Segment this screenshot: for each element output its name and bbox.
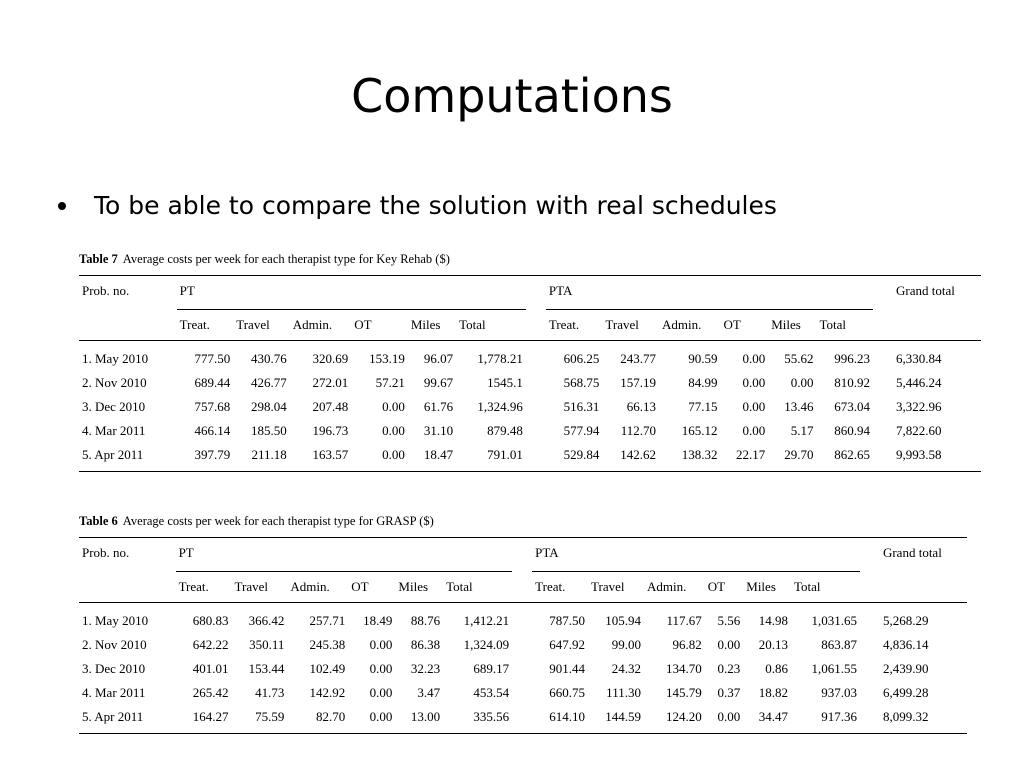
cell-pta-value: 516.31 (563, 399, 600, 414)
header-group-pta: PTA (532, 538, 860, 572)
cell-prob-no: 4. Mar 2011 (82, 685, 146, 700)
cell-pt-value: 0.00 (369, 661, 393, 676)
table-6-caption-label: Table 6 (79, 514, 118, 528)
cell-prob-no: 1. May 2010 (82, 351, 149, 366)
cell-grand-total: 3,322.96 (896, 399, 942, 414)
cell-grand-total: 6,330.84 (896, 351, 942, 366)
slide-title: Computations (351, 69, 673, 123)
cell-grand-total: 9,993.58 (896, 447, 942, 462)
cell-pt-value: 689.17 (473, 661, 510, 676)
cell-pt-value: 163.57 (312, 447, 349, 462)
cell-prob-no: 1. May 2010 (82, 613, 149, 628)
cell-pta-value: 84.99 (688, 375, 718, 390)
cell-pt-value: 298.04 (251, 399, 287, 414)
cell-pta-value: 0.00 (790, 375, 814, 390)
cell-pt-value: 397.79 (194, 447, 231, 462)
cell-pta-value: 111.30 (606, 685, 641, 700)
cell-prob-no: 5. Apr 2011 (82, 447, 144, 462)
header-pt-subcol: Treat. (178, 579, 209, 594)
cell-pt-value: 75.59 (255, 709, 285, 724)
cell-gap (512, 681, 532, 705)
header-prob-no: Prob. no. (82, 283, 130, 298)
cell-pt-value: 642.22 (192, 637, 229, 652)
cell-pta-value: 1,031.65 (811, 613, 857, 628)
cell-grand-total: 5,268.29 (882, 613, 929, 628)
cell-pt-value: 1,412.21 (463, 613, 510, 628)
cell-pta-value: 24.32 (611, 661, 641, 676)
table-6 (79, 537, 967, 734)
cell-pta-value: 996.23 (834, 351, 871, 366)
cell-pt-value: 0.00 (382, 399, 405, 414)
cell-pta-value: 34.47 (758, 709, 788, 724)
header-pt-subcol: Admin. (290, 579, 330, 594)
header-pt-subcol: Total (446, 579, 473, 594)
cell-pta-value: 77.15 (688, 399, 718, 414)
cell-pt-value: 96.07 (423, 351, 454, 366)
cell-pta-value: 134.70 (666, 661, 702, 676)
cell-pta-value: 90.59 (688, 351, 718, 366)
table-7-caption-label: Table 7 (79, 252, 118, 266)
header-pt-subcol: OT (351, 579, 369, 594)
cell-pt-value: 453.54 (473, 685, 510, 700)
cell-pt-value: 0.00 (369, 685, 393, 700)
cell-grand-total: 8,099.32 (882, 709, 929, 724)
header-pta-subcol: Treat. (535, 579, 566, 594)
cell-pt-value: 102.49 (309, 661, 346, 676)
cell-pt-value: 0.00 (382, 423, 405, 438)
cell-prob-no: 5. Apr 2011 (82, 709, 144, 724)
cell-pta-value: 787.50 (549, 613, 586, 628)
cell-pt-value: 245.38 (309, 637, 346, 652)
cell-pta-value: 529.84 (563, 447, 600, 462)
cell-prob-no: 2. Nov 2010 (82, 375, 147, 390)
table-7 (79, 275, 981, 472)
cell-pta-value: 0.00 (717, 709, 741, 724)
cell-prob-no: 4. Mar 2011 (82, 423, 146, 438)
cell-pta-value: 1,061.55 (811, 661, 857, 676)
cell-prob-no: 3. Dec 2010 (82, 661, 146, 676)
cell-pta-value: 13.46 (784, 399, 814, 414)
cell-pt-value: 207.48 (312, 399, 349, 414)
cell-gap (512, 657, 532, 681)
cell-pta-value: 99.00 (611, 637, 641, 652)
cell-pta-value: 614.10 (549, 709, 586, 724)
table-6-caption (79, 513, 967, 529)
header-grand-total: Grand total (896, 283, 955, 298)
table-row (79, 371, 981, 395)
cell-pta-value: 14.98 (758, 613, 788, 628)
cell-pta-value: 0.23 (717, 661, 741, 676)
header-pt-subcol: Admin. (292, 317, 333, 332)
header-group-pt: PT (176, 538, 513, 572)
cell-pt-value: 32.23 (410, 661, 441, 676)
cell-pt-value: 153.44 (248, 661, 285, 676)
bullet-item (58, 188, 777, 224)
cell-pt-value: 1,324.09 (463, 637, 510, 652)
cell-gap (860, 705, 880, 734)
cell-gap (873, 419, 893, 443)
cell-pta-value: 863.87 (821, 637, 857, 652)
header-gap (512, 538, 532, 603)
cell-pta-value: 66.13 (626, 399, 656, 414)
cell-pta-value: 0.00 (742, 423, 766, 438)
header-pt-subcol: Travel (234, 579, 268, 594)
cell-pt-value: 57.21 (375, 375, 405, 390)
cell-pta-value: 0.00 (717, 637, 741, 652)
cell-pta-value: 860.94 (834, 423, 871, 438)
cell-pta-value: 22.17 (735, 447, 766, 462)
cell-pt-value: 196.73 (312, 423, 349, 438)
cell-gap (873, 443, 893, 472)
cell-grand-total: 5,446.24 (896, 375, 942, 390)
header-group-pt: PT (177, 276, 526, 310)
cell-pta-value: 0.86 (765, 661, 788, 676)
header-pta-subcol: Travel (605, 317, 639, 332)
header-pta-subcol: Travel (591, 579, 625, 594)
cell-pt-value: 211.18 (251, 447, 287, 462)
cell-pt-value: 426.77 (251, 375, 287, 390)
cell-grand-total: 4,836.14 (882, 637, 929, 652)
cell-grand-total: 2,439.90 (882, 661, 929, 676)
cell-pta-value: 577.94 (563, 423, 600, 438)
cell-pt-value: 879.48 (487, 423, 523, 438)
cell-pt-value: 1,324.96 (477, 399, 523, 414)
header-pta-subcol: Total (793, 579, 821, 594)
cell-pta-value: 5.17 (790, 423, 814, 438)
cell-pt-value: 350.11 (249, 637, 285, 652)
cell-gap (873, 371, 893, 395)
table-7-block (79, 251, 981, 472)
cell-pta-value: 145.79 (666, 685, 702, 700)
cell-pta-value: 5.56 (717, 613, 741, 628)
cell-pt-value: 18.47 (423, 447, 454, 462)
bullet-text: To be able to compare the solution with real schedules (94, 191, 777, 220)
cell-pt-value: 61.76 (423, 399, 454, 414)
cell-pta-value: 96.82 (672, 637, 702, 652)
cell-pt-value: 757.68 (194, 399, 231, 414)
cell-gap (526, 341, 546, 372)
cell-pt-value: 82.70 (315, 709, 346, 724)
cell-pt-value: 689.44 (194, 375, 231, 390)
cell-grand-total: 6,499.28 (882, 685, 929, 700)
cell-prob-no: 2. Nov 2010 (82, 637, 147, 652)
cell-gap (526, 395, 546, 419)
cell-pta-value: 142.62 (620, 447, 656, 462)
cell-pt-value: 320.69 (312, 351, 349, 366)
cell-pt-value: 1,778.21 (477, 351, 523, 366)
cell-pt-value: 1545.1 (487, 375, 523, 390)
cell-pta-value: 647.92 (549, 637, 586, 652)
cell-gap (873, 395, 893, 419)
cell-pt-value: 335.56 (473, 709, 510, 724)
cell-pt-value: 272.01 (312, 375, 349, 390)
cell-pt-value: 430.76 (251, 351, 287, 366)
cell-pta-value: 18.82 (758, 685, 788, 700)
header-grand-total: Grand total (882, 545, 942, 560)
cell-gap (526, 419, 546, 443)
cell-pt-value: 153.19 (369, 351, 405, 366)
header-pta-subcol: Admin. (661, 317, 702, 332)
cell-pta-value: 124.20 (666, 709, 702, 724)
cell-pt-value: 185.50 (251, 423, 287, 438)
cell-pt-value: 0.00 (369, 637, 393, 652)
header-pta-subcol: Miles (746, 579, 776, 594)
cell-pt-value: 466.14 (194, 423, 231, 438)
cell-pt-value: 680.83 (192, 613, 229, 628)
header-pta-subcol: Admin. (646, 579, 687, 594)
header-group-pta: PTA (546, 276, 873, 310)
header-pt-subcol: Miles (398, 579, 429, 594)
table-row (79, 395, 981, 419)
cell-pt-value: 3.47 (417, 685, 441, 700)
header-pta-subcol: OT (707, 579, 726, 594)
header-pt-subcol: Total (459, 317, 486, 332)
cell-pt-value: 164.27 (192, 709, 229, 724)
cell-pta-value: 862.65 (834, 447, 871, 462)
table-row (79, 657, 967, 681)
cell-pt-value: 401.01 (192, 661, 229, 676)
cell-gap (512, 705, 532, 734)
header-pt-subcol: Treat. (179, 317, 210, 332)
cell-pt-value: 41.73 (255, 685, 285, 700)
cell-pt-value: 257.71 (309, 613, 346, 628)
cell-pt-value: 88.76 (410, 613, 441, 628)
table-row (79, 681, 967, 705)
cell-pta-value: 0.37 (717, 685, 741, 700)
cell-pta-value: 112.70 (620, 423, 656, 438)
cell-pta-value: 917.36 (821, 709, 857, 724)
table-row (79, 705, 967, 734)
header-gap (873, 276, 893, 341)
cell-pta-value: 901.44 (549, 661, 586, 676)
header-pta-subcol: Total (819, 317, 846, 332)
cell-pt-value: 18.49 (363, 613, 393, 628)
header-gap (860, 538, 880, 603)
cell-pt-value: 265.42 (192, 685, 229, 700)
cell-pta-value: 0.00 (742, 375, 766, 390)
cell-pta-value: 20.13 (758, 637, 788, 652)
cell-pt-value: 0.00 (369, 709, 393, 724)
cell-gap (512, 603, 532, 634)
cell-pta-value: 660.75 (549, 685, 586, 700)
table-7-caption-text: Average costs per week for each therapist type for Key Rehab ($) (122, 252, 450, 266)
cell-pt-value: 791.01 (487, 447, 523, 462)
cell-pta-value: 0.00 (742, 351, 766, 366)
cell-pt-value: 86.38 (410, 637, 441, 652)
cell-pta-value: 144.59 (605, 709, 641, 724)
header-pta-subcol: OT (723, 317, 741, 332)
cell-pta-value: 165.12 (681, 423, 718, 438)
t7-header-groups (79, 276, 981, 310)
t6-header-groups (79, 538, 967, 572)
cell-pt-value: 0.00 (382, 447, 405, 462)
table-row (79, 633, 967, 657)
cell-pta-value: 673.04 (834, 399, 871, 414)
header-pt-subcol: Miles (410, 317, 441, 332)
cell-pt-value: 13.00 (410, 709, 441, 724)
cell-pt-value: 99.67 (423, 375, 454, 390)
cell-pta-value: 606.25 (563, 351, 600, 366)
header-pt-subcol: Travel (236, 317, 270, 332)
cell-pt-value: 777.50 (194, 351, 231, 366)
table-6-block (79, 513, 967, 734)
header-pta-subcol: Treat. (548, 317, 580, 332)
table-row (79, 419, 981, 443)
table-row (79, 341, 981, 372)
header-pta-subcol: Miles (771, 317, 801, 332)
cell-pta-value: 937.03 (821, 685, 857, 700)
cell-gap (526, 371, 546, 395)
cell-gap (860, 633, 880, 657)
cell-gap (860, 603, 880, 634)
cell-prob-no: 3. Dec 2010 (82, 399, 146, 414)
cell-pta-value: 157.19 (620, 375, 656, 390)
header-pt-subcol: OT (354, 317, 372, 332)
table-6-caption-text: Average costs per week for each therapist type for GRASP ($) (122, 514, 434, 528)
cell-gap (873, 341, 893, 372)
cell-gap (512, 633, 532, 657)
cell-gap (860, 657, 880, 681)
cell-pta-value: 810.92 (834, 375, 871, 390)
table-row (79, 443, 981, 472)
header-prob-no: Prob. no. (82, 545, 130, 560)
cell-pt-value: 142.92 (309, 685, 346, 700)
cell-gap (860, 681, 880, 705)
cell-gap (526, 443, 546, 472)
header-gap (526, 276, 546, 341)
cell-grand-total: 7,822.60 (896, 423, 942, 438)
cell-pt-value: 366.42 (248, 613, 285, 628)
bullet-dot-icon (58, 202, 66, 210)
cell-pta-value: 0.00 (742, 399, 766, 414)
cell-pta-value: 117.67 (666, 613, 702, 628)
cell-pta-value: 138.32 (681, 447, 718, 462)
cell-pta-value: 105.94 (605, 613, 641, 628)
cell-pt-value: 31.10 (423, 423, 454, 438)
cell-pta-value: 29.70 (784, 447, 814, 462)
cell-pta-value: 568.75 (563, 375, 600, 390)
cell-pta-value: 55.62 (784, 351, 814, 366)
table-row (79, 603, 967, 634)
cell-pta-value: 243.77 (620, 351, 656, 366)
table-7-caption (79, 251, 981, 267)
